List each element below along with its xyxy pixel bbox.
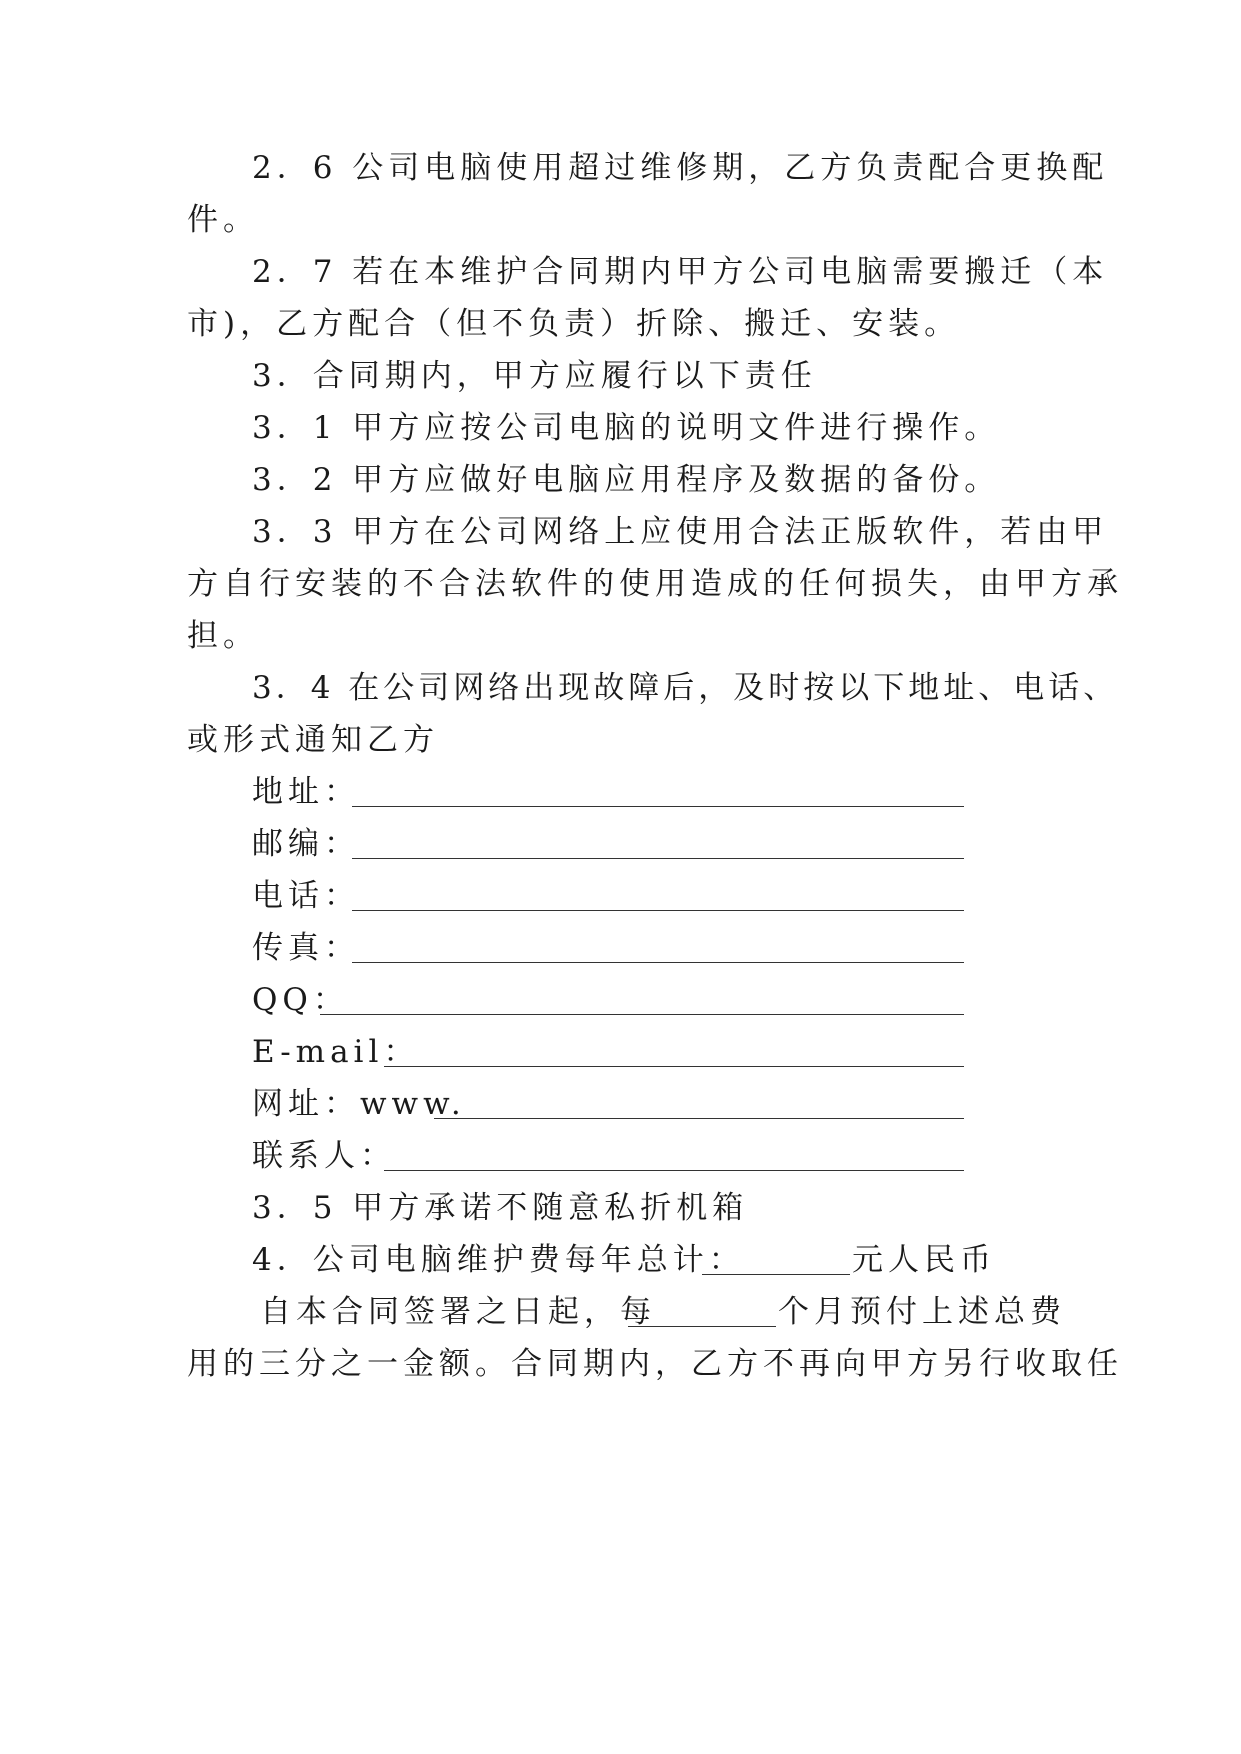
clause-2-6-line-1: 2．6 公司电脑使用超过维修期，乙方负责配合更换配: [252, 150, 1109, 186]
clause-3-1: 3．1 甲方应按公司电脑的说明文件进行操作。: [252, 410, 1001, 446]
qq-blank-line: [320, 1014, 964, 1015]
postcode-field-label: 邮编：: [252, 826, 360, 862]
clause-2-7-line-1: 2．7 若在本维护合同期内甲方公司电脑需要搬迁（本: [252, 254, 1109, 290]
fax-blank-line: [352, 962, 964, 963]
clause-3-heading: 3．合同期内，甲方应履行以下责任: [252, 358, 817, 394]
clause-3-3-line-1: 3．3 甲方在公司网络上应使用合法正版软件，若由甲: [252, 514, 1109, 550]
clause-4-payment-suffix: 个月预付上述总费: [778, 1294, 1066, 1330]
clause-3-4-line-2: 或形式通知乙方: [187, 722, 439, 758]
payment-interval-blank-line: [628, 1326, 776, 1327]
clause-2-6-line-2: 件。: [187, 202, 259, 238]
phone-field-label: 电话：: [252, 878, 360, 914]
clause-4-payment-prefix: 自本合同签署之日起，每: [260, 1294, 656, 1330]
postcode-blank-line: [352, 858, 964, 859]
clause-4-currency-suffix: 元人民币: [852, 1242, 996, 1278]
clause-3-3-line-3: 担。: [187, 618, 259, 654]
contact-person-blank-line: [384, 1170, 964, 1171]
clause-3-4-line-1: 3．4 在公司网络出现故障后，及时按以下地址、电话、: [252, 670, 1119, 706]
address-field-label: 地址：: [252, 774, 360, 810]
email-blank-line: [384, 1066, 964, 1067]
website-field-label: 网址：www.: [252, 1086, 466, 1122]
annual-fee-blank-line: [702, 1274, 850, 1275]
clause-3-2: 3．2 甲方应做好电脑应用程序及数据的备份。: [252, 462, 1001, 498]
clause-3-3-line-2: 方自行安装的不合法软件的使用造成的任何损失，由甲方承: [187, 566, 1123, 602]
email-field-label: E-mail：: [252, 1034, 420, 1070]
website-blank-line: [434, 1118, 964, 1119]
clause-2-7-line-2: 市)，乙方配合（但不负责）折除、搬迁、安装。: [187, 306, 961, 342]
clause-3-5: 3．5 甲方承诺不随意私折机箱: [252, 1190, 749, 1226]
phone-blank-line: [352, 910, 964, 911]
clause-4-label: 4．公司电脑维护费每年总计：: [252, 1242, 745, 1278]
clause-4-line-3: 用的三分之一金额。合同期内，乙方不再向甲方另行收取任: [187, 1346, 1123, 1382]
address-blank-line: [352, 806, 964, 807]
contact-person-field-label: 联系人：: [252, 1138, 396, 1174]
fax-field-label: 传真：: [252, 930, 360, 966]
qq-field-label: QQ：: [252, 982, 349, 1018]
